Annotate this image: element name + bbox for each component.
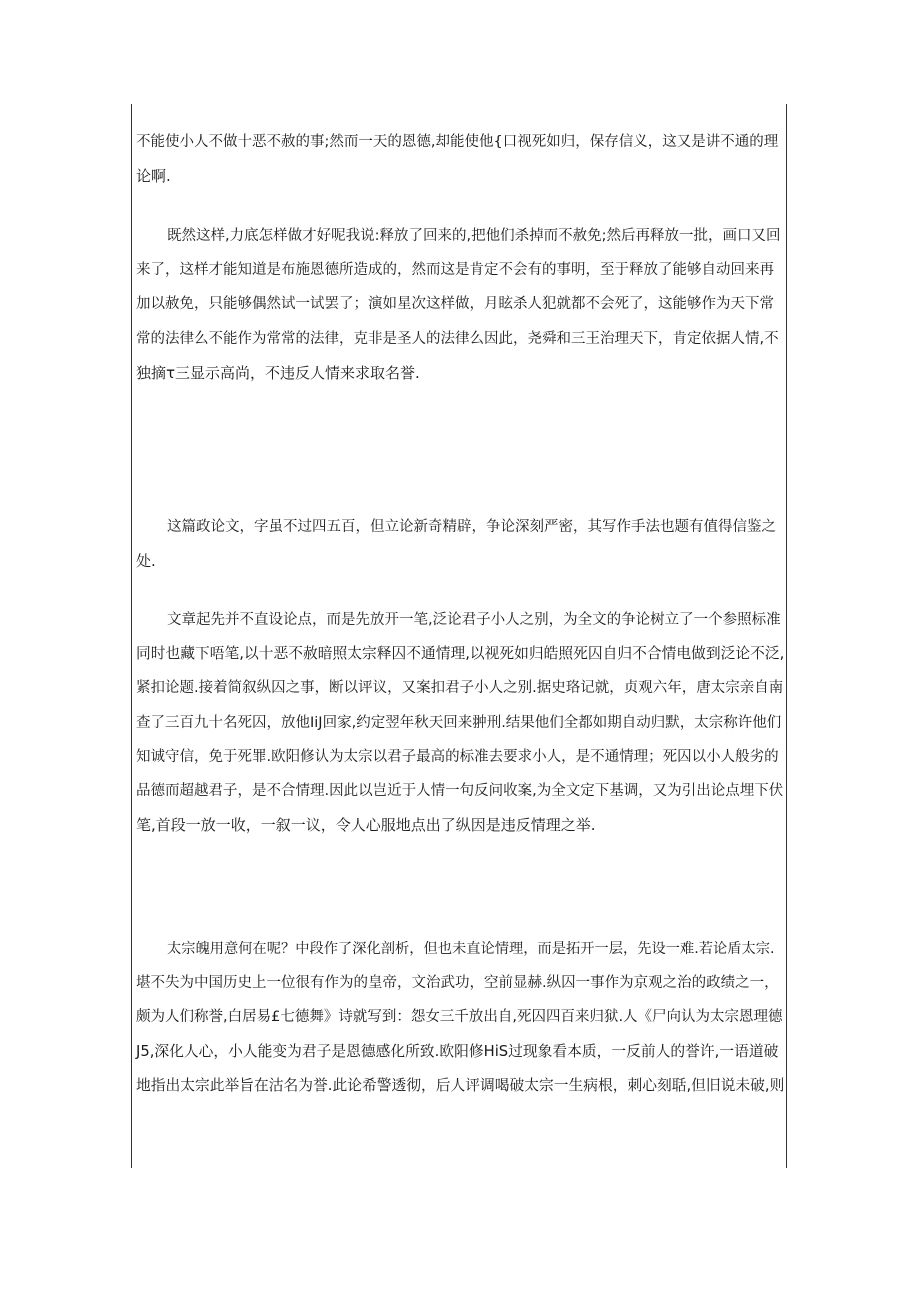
- paragraph-line: 品德而超越君子，是不合情理.因此以岂近于人情一句反问收案,为全文定下基调，又为引出论点埋下伏: [136, 783, 784, 800]
- paragraph-line: 知诚守信，免于死罪.欧阳修认为太宗以君子最高的标准去要求小人，是不通情理；死囚以小人般劣的: [136, 748, 779, 765]
- paragraph-line: 独摘τ三显示高尚，不违反人情来求取名誉.: [136, 363, 420, 382]
- paragraph-line: 颇为人们称誉,白居易£七德舞》诗就写到：怨女三千放出自,死囚四百来归狱.人《尸向认为太宗恩理德: [136, 1009, 783, 1026]
- paragraph-4: [136, 603, 784, 842]
- paragraph-line: 既然这样,力底怎样做才好呢我说:释放了回来的,把他们杀掉而不赦免;然后再释放一批，画口又回: [167, 228, 781, 244]
- paragraph-line: 查了三百九十名死囚，放他IiJ回家,约定翌年秋天回来翀刑.结果他们全都如期自动归默，太宗称许他们: [136, 714, 782, 731]
- paragraph-line: J5,深化人心，小人能变为君子是恩德感化所致.欧阳修HiS过现象看本质，一反前人的誉许,一语道破: [136, 1042, 779, 1060]
- paragraph-1: [136, 125, 784, 193]
- paragraph-line: 来了，这样才能知道是布施恩德所造成的，然而这是肯定不会有的事明，至于释放了能够自动回来再: [136, 262, 774, 279]
- paragraph-line: 这篇政论文，字虽不过四五百，但立论新奇精辟，争论深刻严密，其写作手法也题有值得信鉴之: [167, 519, 776, 535]
- paragraph-line: 紧扣论题.接着简叙纵囚之事，断以评议，又案扣君子小人之别.据史珞记就，贞观六年，唐太宗亲自南: [136, 680, 784, 697]
- paragraph-3: [136, 510, 784, 578]
- paragraph-line: 堪不失为中国历史上一位很有作为的皇帝，文治武功，空前显赫.纵囚一事作为京观之治的政绩之一，: [136, 975, 779, 992]
- paragraph-line: 文章起先并不直设论点，而是先放开一笔,泛论君子小人之别，为全文的争论树立了一个参照标准: [167, 612, 781, 628]
- paragraph-line: 常的法律么不能作为常常的法律，克非是圣人的法律么因此，尧舜和三王治理天下，肯定依据人情,不: [136, 330, 779, 347]
- paragraph-2: [136, 219, 784, 390]
- paragraph-line: 同时也藏下唔笔,以十恶不赦暗照太宗释囚不通情理,以视死如归皓照死囚自归不合情电做到泛论不泛,: [136, 645, 785, 663]
- paragraph-5: [136, 932, 784, 1103]
- paragraph-line: 不能使小人不做十恶不赦的事;然而一天的恩德,却能使他{口视死如归，保存信义，这又是讲不通的理: [136, 134, 779, 150]
- paragraph-line: 地指出太宗此举旨在沽名为誉.此论希警透彻，后人评调喝破太宗一生病根，刺心刻聒,但旧说未破,则: [136, 1076, 785, 1094]
- paragraph-line: 加以赦免，只能够偶然试一试罢了；演如星次这样做，月眩杀人犯就都不会死了，这能够作为天下常: [136, 296, 774, 313]
- paragraph-line: 论啊.: [136, 167, 171, 186]
- paragraph-line: 笔,首段一放一收，一叙一议，令人心服地点出了纵因是违反情理之举.: [136, 816, 596, 835]
- paragraph-line: 太宗魄用意何在呢？中段作了深化剖析，但也未直论情理，而是拓开一层，先设一难.若论盾太宗.: [167, 941, 775, 957]
- paragraph-line: 处.: [136, 552, 156, 571]
